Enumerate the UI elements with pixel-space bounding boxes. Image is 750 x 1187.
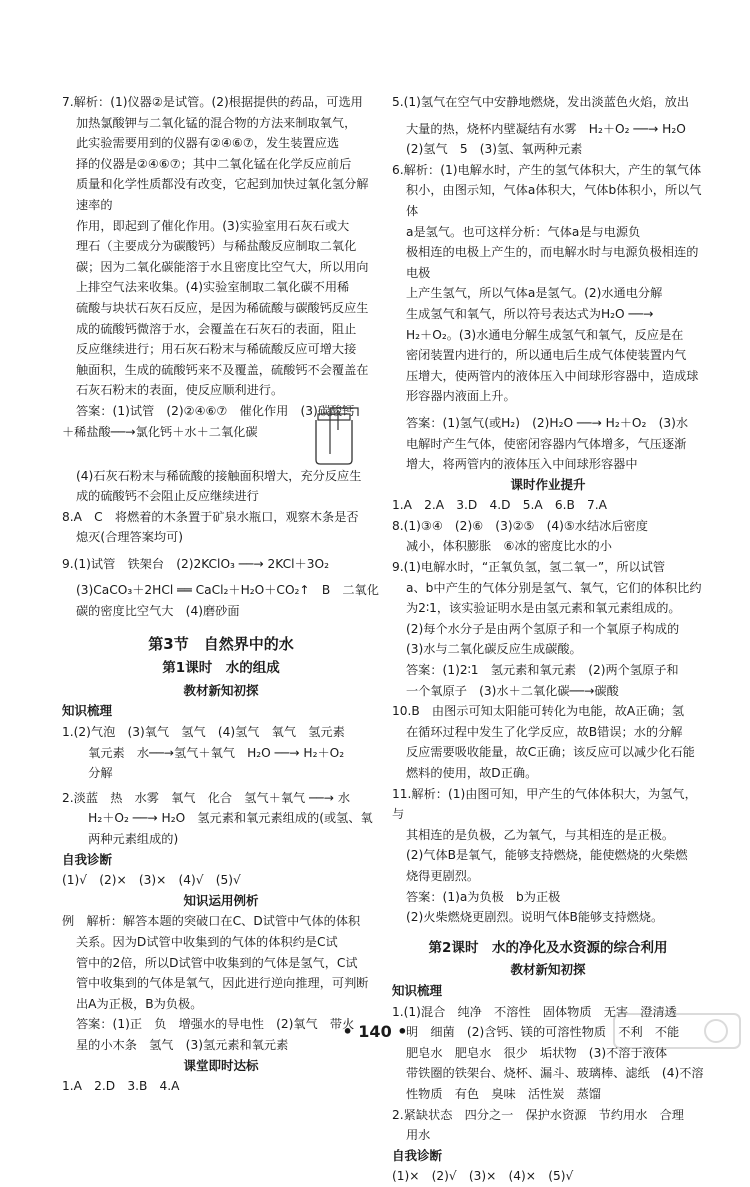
- text-line: 肥皂水 肥皂水 很少 垢状物 (3)不溶于液体: [406, 1045, 668, 1060]
- q7-answer-equation: ＋稀盐酸──→氯化钙＋水＋二氧化碳: [62, 424, 258, 439]
- q7-answer: 答案：(1)试管 (2)②④⑥⑦ 催化作用 (3)碳酸钙: [76, 403, 355, 418]
- text-line: 压增大，使两管内的液体压入中间球形容器中，造成球: [406, 368, 699, 383]
- text-line: (4)石灰石粉末与稀硫酸的接触面积增大，充分反应生: [76, 468, 362, 483]
- text-line: (3)水与二氧化碳反应生成碳酸。: [406, 642, 582, 657]
- homework-q8: 8.(1)③④ (2)⑥ (3)②⑤ (4)⑤水结冰后密度: [392, 518, 648, 533]
- text-line: 两种元素组成的): [76, 832, 179, 846]
- text-line: 电解时产生气体，使密闭容器内气体增多，气压逐渐: [406, 436, 687, 451]
- text-line: 大量的热，烧杯内壁凝结有水雾 H₂＋O₂ ──→ H₂O: [406, 121, 686, 136]
- q6-analysis: 6.解析：(1)电解水时，产生的氢气体积大，产生的氧气体: [392, 162, 702, 177]
- text-line: 明 细菌 (2)含钙、镁的可溶性物质 不利 不能: [406, 1025, 680, 1040]
- text-line: a是氢气。也可这样分析：气体a是与电源负: [406, 224, 641, 239]
- homework-q9: 9.(1)电解水时，“正氧负氢，氢二氧一”，所以试管: [392, 560, 666, 575]
- q5: 5.(1)氢气在空气中安静地燃烧，发出淡蓝色火焰，放出: [392, 95, 690, 109]
- homework-q11: 11.解析：(1)由图可知，甲产生的气体体积大，为氢气，与: [392, 786, 697, 822]
- text-line: 一个氧原子 (3)水＋二氧化碳──→碳酸: [406, 683, 619, 698]
- text-line: 氧元素 水──→氢气＋氧气 H₂O ──→ H₂＋O₂: [76, 745, 345, 760]
- text-line: 成的硫酸钙微溶于水，会覆盖在石灰石的表面，阻止: [76, 321, 357, 336]
- knowledge-item-1: 1.(1)混合 纯净 不溶性 固体物质 无害 澄清透: [392, 1004, 677, 1019]
- text-line: (3)CaCO₃＋2HCl ══ CaCl₂＋H₂O＋CO₂↑ B 二氧化: [76, 583, 379, 598]
- watermark-logo: [612, 1010, 742, 1070]
- text-line: 碳的密度比空气大 (4)磨砂面: [76, 604, 240, 619]
- knowledge-item-1: 1.(2)气泡 (3)氧气 氢气 (4)氢气 氧气 氢元素: [62, 725, 345, 740]
- page-number: • 140 •: [342, 1022, 408, 1041]
- text-line: 密闭装置内进行的，所以通电后生成气体使装置内气: [406, 348, 687, 363]
- text-line: 成的硫酸钙不会阻止反应继续进行: [76, 489, 259, 504]
- text-line: (2)氢气 5 (3)氢、氧两种元素: [406, 142, 583, 157]
- text-line: 用水: [406, 1128, 431, 1143]
- selfcheck-answers: (1)× (2)√ (3)× (4)× (5)√: [392, 1169, 574, 1184]
- text-line: (2)每个水分子是由两个氢原子和一个氧原子构成的: [406, 621, 680, 636]
- text-line: (2)气体B是氧气，能够支持燃烧，能使燃烧的火柴燃: [406, 848, 688, 863]
- knowledge-item-2: 2.紧缺状态 四分之一 保护水资源 节约用水 合理: [392, 1107, 684, 1122]
- explore-heading: 教材新知初探: [510, 962, 586, 978]
- text-line: 性物质 有色 臭味 活性炭 蒸馏: [406, 1086, 601, 1101]
- text-line: 作用，即起到了催化作用。(3)实验室用石灰石或大: [76, 218, 350, 233]
- homework-q11-answer: 答案：(1)a为负极 b为正极: [406, 889, 561, 904]
- text-line: 硫酸与块状石灰石反应，是因为稀硫酸与碳酸钙反应生: [76, 300, 369, 315]
- text-line: 星的小木条 氢气 (3)氢元素和氧元素: [76, 1037, 289, 1052]
- text-line: 反应继续进行；用石灰石粉末与稀硫酸反应可增大接: [76, 342, 357, 357]
- text-line: H₂＋O₂ ──→ H₂O 氢元素和氧元素组成的(或氢、氧: [76, 811, 373, 826]
- text-line: 此实验需要用到的仪器有②④⑥⑦，发生装置应选: [76, 136, 340, 151]
- text-line: 7.解析：(1)仪器②是试管。(2)根据提供的药品，可选用: [62, 95, 363, 109]
- text-line: 形容器内液面上升。: [406, 389, 516, 404]
- gas-collection-apparatus-icon: [308, 406, 364, 475]
- homework-answers-1-7: 1.A 2.A 3.D 4.D 5.A 6.B 7.A: [392, 498, 608, 513]
- text-line: 关系。因为D试管中收集到的气体的体积约是C试: [76, 934, 338, 949]
- text-line: 烧得更剧烈。: [406, 868, 480, 883]
- text-line: 增大，将两管内的液体压入中间球形容器中: [406, 457, 638, 472]
- text-line: 燃料的使用，故D正确。: [406, 766, 538, 780]
- text-line: 碳；因为二氧化碳能溶于水且密度比空气大，所以用向: [76, 259, 369, 274]
- text-line: 管中的2倍，所以D试管中收集到的气体是氢气，C试: [76, 955, 358, 970]
- lesson-title: 第1课时 水的组成: [162, 660, 280, 677]
- text-line: (2)火柴燃烧更剧烈。说明气体B能够支持燃烧。: [406, 910, 664, 925]
- text-line: 管中收集到的气体是氧气，因此进行逆向推理，可判断: [76, 976, 369, 991]
- example-analysis: 例 解析：解答本题的突破口在C、D试管中气体的体积: [62, 914, 361, 929]
- example-heading: 知识运用例析: [183, 892, 259, 908]
- q8: 8.A C 将燃着的木条置于矿泉水瓶口，观察木条是否: [62, 509, 359, 524]
- section-title: 第3节 自然界中的水: [148, 634, 294, 653]
- text-line: 带铁圈的铁架台、烧杯、漏斗、玻璃棒、滤纸 (4)不溶: [406, 1066, 704, 1081]
- homework-q9-answer: 答案：(1)2∶1 氢元素和氧元素 (2)两个氢原子和: [406, 663, 679, 678]
- text-line: 生成氢气和氧气，所以符号表达式为H₂O ──→: [406, 306, 654, 321]
- homework-q10: 10.B 由图示可知太阳能可转化为电能，故A正确；氢: [392, 704, 685, 719]
- selfcheck-heading: 自我诊断: [62, 851, 113, 867]
- text-line: 触面积，生成的硫酸钙来不及覆盖，硫酸钙不会覆盖在: [76, 362, 369, 377]
- left-column: [62, 92, 380, 1097]
- q7-answer-equation-row: [62, 422, 380, 466]
- text-line: 积小，由图示知，气体a体积大，气体b体积小，所以气体: [406, 183, 702, 218]
- text-line: 减小，体积膨胀 ⑥冰的密度比水的小: [406, 539, 612, 554]
- text-line: a、b中产生的气体分别是氢气、氧气，它们的体积比约: [406, 580, 702, 595]
- text-line: 理石（主要成分为碳酸钙）与稀盐酸反应制取二氧化: [76, 239, 357, 254]
- text-line: 分解: [76, 766, 113, 781]
- text-line: 质量和化学性质都没有改变，它起到加快过氧化氢分解速率的: [76, 177, 369, 212]
- text-line: 其相连的是负极，乙为氧气，与其相连的是正极。: [406, 827, 675, 842]
- selfcheck-answers: (1)√ (2)× (3)× (4)√ (5)√: [62, 873, 241, 888]
- q9: 9.(1)试管 铁架台 (2)2KClO₃ ──→ 2KCl＋3O₂: [62, 556, 329, 571]
- text-line: 石灰石粉末的表面，使反应顺利进行。: [76, 383, 284, 398]
- text-line: 加热氯酸钾与二氧化锰的混合物的方法来制取氧气，: [76, 115, 357, 130]
- knowledge-heading: 知识梳理: [62, 703, 113, 719]
- lesson-title: 第2课时 水的净化及水资源的综合利用: [428, 939, 668, 956]
- knowledge-heading: 知识梳理: [392, 982, 443, 998]
- text-line: 极相连的电极上产生的，而电解水时与电源负极相连的电极: [406, 245, 699, 280]
- example-answer: 答案：(1)正 负 增强水的导电性 (2)氧气 带火: [76, 1017, 355, 1032]
- q6-answer: 答案：(1)氢气(或H₂) (2)H₂O ──→ H₂＋O₂ (3)水: [406, 415, 689, 430]
- classroom-heading: 课堂即时达标: [183, 1057, 259, 1073]
- text-line: 出A为正极，B为负极。: [76, 996, 203, 1011]
- text-line: 反应需要吸收能量，故C正确；该反应可以减少化石能: [406, 745, 695, 760]
- knowledge-item-2: 2.淡蓝 热 水雾 氧气 化合 氢气＋氧气 ──→ 水: [62, 790, 351, 805]
- classroom-answers: 1.A 2.D 3.B 4.A: [62, 1079, 180, 1094]
- explore-heading: 教材新知初探: [183, 682, 259, 698]
- text-line: 在循环过程中发生了化学反应，故B错误；水的分解: [406, 724, 683, 739]
- text-line: 择的仪器是②④⑥⑦；其中二氧化锰在化学反应前后: [76, 156, 352, 171]
- text-line: 上产生氢气，所以气体a是氢气。(2)水通电分解: [406, 286, 663, 301]
- text-line: H₂＋O₂。(3)水通电分解生成氢气和氧气，反应是在: [406, 327, 684, 342]
- text-line: 熄灭(合理答案均可): [76, 530, 184, 545]
- selfcheck-heading: 自我诊断: [392, 1147, 443, 1163]
- q7-analysis: [62, 92, 380, 401]
- text-line: 上排空气法来收集。(4)实验室制取二氧化碳不用稀: [76, 280, 350, 295]
- homework-heading: 课时作业提升: [510, 476, 586, 492]
- text-line: 为2∶1，该实验证明水是由氢元素和氧元素组成的。: [406, 601, 681, 616]
